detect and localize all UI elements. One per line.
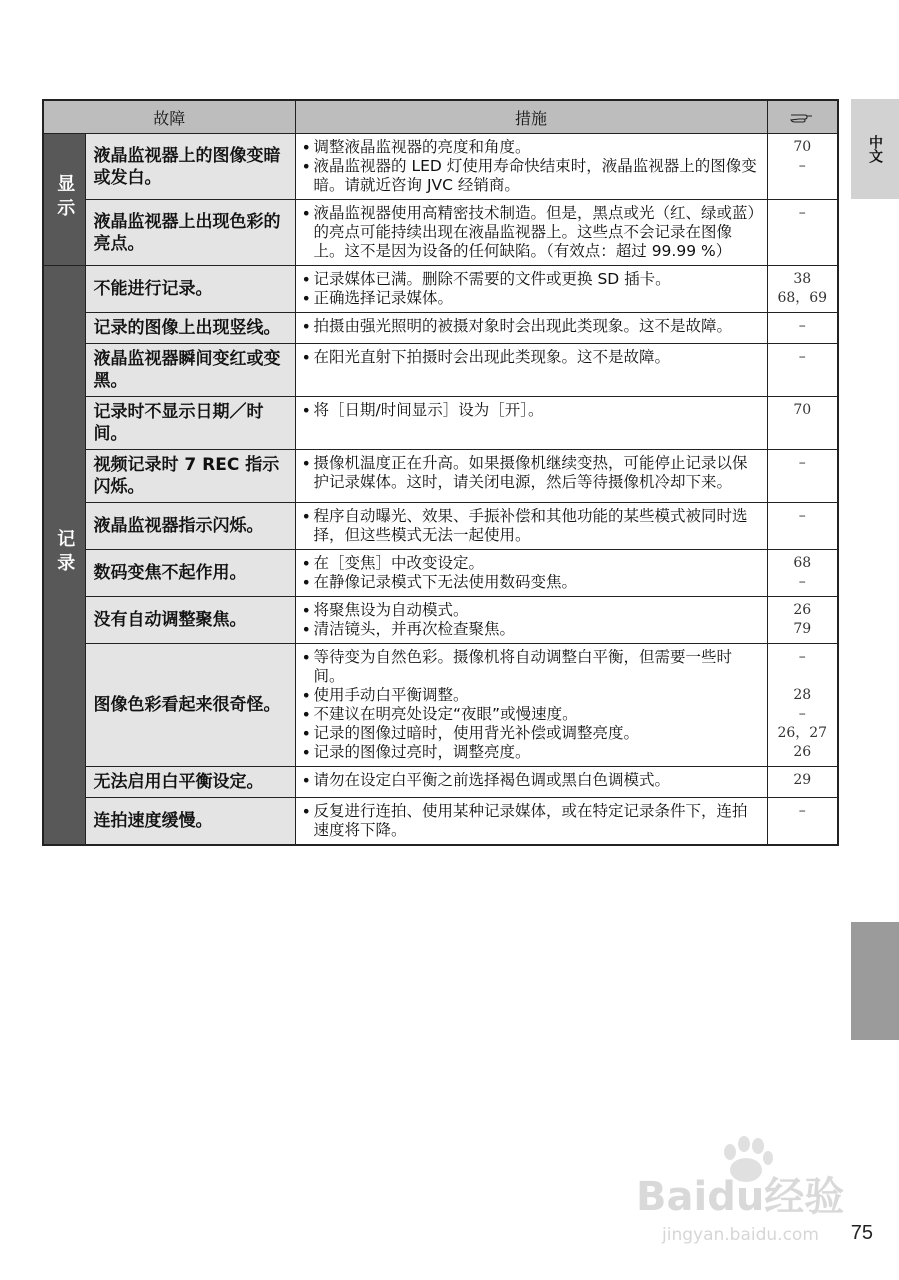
problem-cell: 视频记录时 7 REC 指示闪烁。 bbox=[85, 450, 295, 503]
problem-cell: 液晶监视器上的图像变暗或发白。 bbox=[85, 134, 295, 200]
measure-cell bbox=[295, 798, 767, 846]
measure-item: • 使用手动白平衡调整。 bbox=[302, 686, 761, 705]
svg-text:Baidu经验: Baidu经验 bbox=[636, 1174, 845, 1220]
section-tab bbox=[851, 922, 899, 1040]
watermark-logo bbox=[632, 1130, 862, 1260]
measure-cell bbox=[295, 313, 767, 344]
table-row bbox=[43, 266, 838, 313]
page-reference[interactable]: – bbox=[798, 318, 806, 334]
measure-list bbox=[302, 802, 761, 840]
page-number: 75 bbox=[850, 1222, 873, 1244]
reference-cell bbox=[767, 266, 838, 313]
page-reference[interactable]: – bbox=[798, 455, 806, 471]
measure-item: • 记录的图像过暗时，使用背光补偿或调整亮度。 bbox=[302, 724, 761, 743]
table-row bbox=[43, 550, 838, 597]
reference-cell bbox=[767, 767, 838, 798]
header-problem: 故障 bbox=[43, 100, 295, 134]
reference-cell bbox=[767, 644, 838, 767]
reference-cell bbox=[767, 597, 838, 644]
group-label: 显示 bbox=[54, 173, 76, 222]
measure-list bbox=[302, 454, 761, 492]
language-tab[interactable] bbox=[851, 99, 899, 199]
page-reference[interactable] bbox=[768, 667, 838, 686]
problem-cell: 液晶监视器上出现色彩的亮点。 bbox=[85, 200, 295, 266]
table-row bbox=[43, 450, 838, 503]
measure-item: • 反复进行连拍、使用某种记录媒体，或在特定记录条件下，连拍速度将下降。 bbox=[302, 802, 761, 840]
measure-cell bbox=[295, 266, 767, 313]
table-row bbox=[43, 200, 838, 266]
table-row bbox=[43, 597, 838, 644]
measure-cell bbox=[295, 397, 767, 450]
page-reference[interactable]: 29 bbox=[793, 772, 812, 788]
page-reference[interactable]: – bbox=[798, 803, 806, 819]
measure-item: • 不建议在明亮处设定“夜眼”或慢速度。 bbox=[302, 705, 761, 724]
page-reference[interactable]: 68 bbox=[793, 555, 812, 571]
reference-cell bbox=[767, 550, 838, 597]
measure-list bbox=[302, 348, 761, 367]
measure-cell bbox=[295, 134, 767, 200]
measure-cell bbox=[295, 597, 767, 644]
watermark bbox=[632, 1130, 862, 1260]
measure-item: • 液晶监视器的 LED 灯使用寿命快结束时，液晶监视器上的图像变暗。请就近咨询 JVC 经销商。 bbox=[302, 157, 761, 195]
table-row bbox=[43, 767, 838, 798]
page-reference[interactable]: 70 bbox=[793, 402, 812, 418]
measure-cell bbox=[295, 344, 767, 397]
troubleshooting-table bbox=[42, 99, 839, 846]
measure-list bbox=[302, 270, 761, 308]
table-row bbox=[43, 344, 838, 397]
problem-cell: 液晶监视器指示闪烁。 bbox=[85, 503, 295, 550]
page-reference[interactable]: 79 bbox=[793, 621, 812, 637]
header-measure: 措施 bbox=[295, 100, 767, 134]
reference-cell bbox=[767, 200, 838, 266]
measure-item: • 在静像记录模式下无法使用数码变焦。 bbox=[302, 573, 761, 592]
page-reference[interactable]: – bbox=[798, 649, 806, 665]
page-reference[interactable]: – bbox=[798, 205, 806, 221]
problem-cell: 数码变焦不起作用。 bbox=[85, 550, 295, 597]
reference-cell bbox=[767, 450, 838, 503]
problem-cell: 没有自动调整聚焦。 bbox=[85, 597, 295, 644]
measure-item: • 清洁镜头，并再次检查聚焦。 bbox=[302, 620, 761, 639]
reference-cell bbox=[767, 313, 838, 344]
reference-cell bbox=[767, 344, 838, 397]
measure-item: • 液晶监视器使用高精密技术制造。但是，黑点或光（红、绿或蓝）的亮点可能持续出现在液晶监视器上。这些点不会记录在图像上。这不是因为设备的任何缺陷。（有效点：超过 99.99 %） bbox=[302, 204, 761, 261]
measure-list bbox=[302, 204, 761, 261]
table-header-row bbox=[43, 100, 838, 134]
measure-cell bbox=[295, 450, 767, 503]
measure-list bbox=[302, 138, 761, 195]
measure-cell bbox=[295, 767, 767, 798]
page-reference[interactable]: 68，69 bbox=[777, 290, 828, 306]
measure-list bbox=[302, 648, 761, 762]
measure-item: • 调整液晶监视器的亮度和角度。 bbox=[302, 138, 761, 157]
measure-list bbox=[302, 317, 761, 336]
measure-item: • 将聚焦设为自动模式。 bbox=[302, 601, 761, 620]
measure-list bbox=[302, 554, 761, 592]
page-reference[interactable]: – bbox=[798, 158, 806, 174]
group-label: 记录 bbox=[54, 529, 76, 577]
page-reference[interactable]: 28 bbox=[793, 687, 812, 703]
page-reference[interactable]: 26 bbox=[793, 744, 812, 760]
page-reference[interactable]: – bbox=[798, 574, 806, 590]
problem-cell: 不能进行记录。 bbox=[85, 266, 295, 313]
page-reference[interactable]: 38 bbox=[793, 271, 812, 287]
table-row bbox=[43, 397, 838, 450]
reference-cell bbox=[767, 798, 838, 846]
measure-cell bbox=[295, 200, 767, 266]
table-row bbox=[43, 134, 838, 200]
page-reference[interactable]: 26 bbox=[793, 602, 812, 618]
problem-cell: 图像色彩看起来很奇怪。 bbox=[85, 644, 295, 767]
measure-list bbox=[302, 601, 761, 639]
measure-item: • 正确选择记录媒体。 bbox=[302, 289, 761, 308]
page-reference[interactable]: – bbox=[798, 706, 806, 722]
page-reference[interactable]: 26，27 bbox=[777, 725, 828, 741]
measure-cell bbox=[295, 550, 767, 597]
problem-cell: 连拍速度缓慢。 bbox=[85, 798, 295, 846]
measure-cell bbox=[295, 503, 767, 550]
hand-pointer-icon bbox=[790, 111, 814, 123]
reference-cell bbox=[767, 503, 838, 550]
measure-item: • 拍摄由强光照明的被摄对象时会出现此类现象。这不是故障。 bbox=[302, 317, 761, 336]
reference-cell bbox=[767, 397, 838, 450]
page-reference[interactable]: – bbox=[798, 508, 806, 524]
table-row bbox=[43, 798, 838, 846]
measure-item: • 记录的图像过亮时，调整亮度。 bbox=[302, 743, 761, 762]
table-row bbox=[43, 644, 838, 767]
measure-item: • 摄像机温度正在升高。如果摄像机继续变热，可能停止记录以保护记录媒体。这时，请关闭电源，然后等待摄像机冷却下来。 bbox=[302, 454, 761, 492]
measure-item: • 记录媒体已满。删除不需要的文件或更换 SD 插卡。 bbox=[302, 270, 761, 289]
group-label-cell bbox=[43, 266, 85, 846]
measure-item: • 程序自动曝光、效果、手振补偿和其他功能的某些模式被同时选择，但这些模式无法一起使用。 bbox=[302, 507, 761, 545]
problem-cell: 记录时不显示日期／时间。 bbox=[85, 397, 295, 450]
table-row bbox=[43, 503, 838, 550]
group-label-cell bbox=[43, 134, 85, 266]
page-reference[interactable]: – bbox=[798, 349, 806, 365]
svg-text:jingyan.baidu.com: jingyan.baidu.com bbox=[662, 1225, 819, 1245]
measure-list bbox=[302, 401, 761, 420]
page-reference[interactable]: 70 bbox=[793, 139, 812, 155]
measure-list bbox=[302, 507, 761, 545]
measure-item: • 将［日期/时间显示］设为［开］。 bbox=[302, 401, 761, 420]
measure-list bbox=[302, 771, 761, 790]
reference-cell bbox=[767, 134, 838, 200]
measure-item: • 等待变为自然色彩。摄像机将自动调整白平衡，但需要一些时间。 bbox=[302, 648, 761, 686]
measure-item: • 在［变焦］中改变设定。 bbox=[302, 554, 761, 573]
table-row bbox=[43, 313, 838, 344]
measure-item: • 请勿在设定白平衡之前选择褐色调或黑白色调模式。 bbox=[302, 771, 761, 790]
problem-cell: 记录的图像上出现竖线。 bbox=[85, 313, 295, 344]
problem-cell: 无法启用白平衡设定。 bbox=[85, 767, 295, 798]
problem-cell: 液晶监视器瞬间变红或变黑。 bbox=[85, 344, 295, 397]
header-ref bbox=[767, 100, 838, 134]
measure-cell bbox=[295, 644, 767, 767]
measure-item: • 在阳光直射下拍摄时会出现此类现象。这不是故障。 bbox=[302, 348, 761, 367]
language-tab-label: 中文 bbox=[867, 135, 883, 163]
